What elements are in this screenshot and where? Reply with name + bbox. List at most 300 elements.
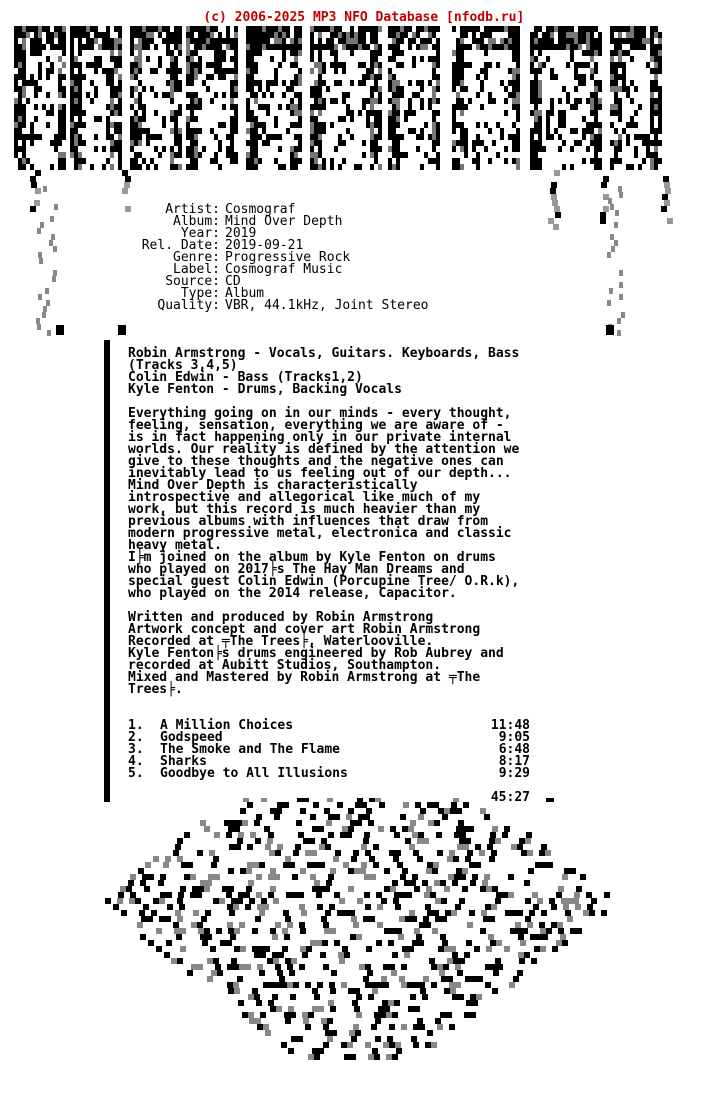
- frame-left-block: [104, 358, 110, 364]
- logo-block: [246, 116, 250, 122]
- ornament-block: [389, 850, 395, 856]
- logo-block: [110, 80, 114, 86]
- logo-block: [142, 44, 146, 50]
- logo-block: [428, 26, 432, 32]
- ornament-block: [300, 928, 306, 934]
- ornament-block: [395, 850, 401, 856]
- logo-block: [574, 86, 578, 92]
- logo-block: [358, 38, 362, 44]
- logo-block: [342, 38, 346, 44]
- logo-block: [310, 116, 314, 122]
- logo-block: [630, 44, 634, 50]
- frame-left-block: [104, 712, 110, 718]
- logo-block: [614, 140, 618, 146]
- ornament-block: [541, 910, 547, 916]
- logo-block: [278, 32, 282, 38]
- logo-block: [358, 44, 362, 50]
- logo-block: [178, 68, 182, 74]
- ornament-block: [303, 838, 309, 844]
- logo-block: [512, 38, 516, 44]
- logo-block: [594, 152, 598, 158]
- frame-right-block: [621, 312, 625, 318]
- ornament-block: [256, 874, 262, 880]
- ornament-block: [200, 820, 206, 826]
- ornament-block: [475, 844, 481, 850]
- logo-block: [190, 26, 194, 32]
- logo-block: [534, 104, 538, 110]
- track-number: 5.: [128, 766, 144, 781]
- logo-block: [578, 38, 582, 44]
- ornament-block: [348, 808, 354, 814]
- logo-block: [338, 32, 342, 38]
- logo-block: [530, 158, 534, 164]
- ornament-block: [450, 988, 456, 994]
- logo-drip-block: [554, 206, 560, 212]
- track-duration: 6:48: [498, 742, 530, 757]
- logo-block: [250, 122, 254, 128]
- ornament-block: [384, 928, 390, 934]
- logo-block: [170, 68, 174, 74]
- ornament-block: [323, 964, 329, 970]
- ornament-block: [235, 844, 241, 850]
- logo-block: [190, 98, 194, 104]
- logo-block: [314, 158, 318, 164]
- logo-block: [22, 44, 26, 50]
- logo-block: [34, 26, 38, 32]
- logo-block: [508, 92, 512, 98]
- ornament-block: [435, 916, 441, 922]
- copyright-banner[interactable]: [0, 0, 712, 24]
- logo-block: [118, 92, 122, 98]
- logo-block: [146, 56, 150, 62]
- logo-block: [512, 74, 516, 80]
- ornament-block: [180, 928, 186, 934]
- logo-block: [30, 26, 34, 32]
- logo-block: [178, 146, 182, 152]
- ornament-block: [302, 1012, 308, 1018]
- ornament-block: [402, 826, 408, 832]
- logo-block: [98, 44, 102, 50]
- logo-block: [194, 140, 198, 146]
- ornament-block: [252, 928, 258, 934]
- logo-block: [392, 134, 396, 140]
- logo-block: [512, 32, 516, 38]
- logo-block: [322, 44, 326, 50]
- logo-block: [130, 104, 134, 110]
- logo-block: [222, 68, 226, 74]
- logo-block: [436, 158, 440, 164]
- credits-line: modern progressive metal, electronica and classic: [128, 526, 512, 541]
- ornament-block: [449, 982, 455, 988]
- logo-block: [550, 38, 554, 44]
- logo-block: [586, 38, 590, 44]
- logo-block: [146, 32, 150, 38]
- ornament-block: [240, 808, 246, 814]
- logo-block: [362, 80, 366, 86]
- logo-block: [22, 74, 26, 80]
- logo-block: [34, 104, 38, 110]
- ornament-block: [364, 892, 370, 898]
- ornament-block: [406, 892, 412, 898]
- logo-block: [464, 44, 468, 50]
- logo-block: [174, 122, 178, 128]
- ornament-block: [530, 934, 536, 940]
- ornament-block: [245, 964, 251, 970]
- track-title: Sharks: [160, 754, 207, 769]
- logo-block: [546, 110, 550, 116]
- logo-block: [94, 116, 98, 122]
- ornament-block: [570, 868, 576, 874]
- ornament-block: [471, 976, 477, 982]
- logo-block: [590, 68, 594, 74]
- ornament-block: [286, 892, 292, 898]
- logo-block: [378, 92, 382, 98]
- logo-block: [38, 26, 42, 32]
- logo-block: [62, 38, 66, 44]
- logo-block: [452, 158, 456, 164]
- ornament-block: [257, 1024, 263, 1030]
- ornament-block: [319, 862, 325, 868]
- logo-block: [550, 26, 554, 32]
- logo-block: [558, 146, 562, 152]
- ornament-block: [458, 994, 464, 1000]
- logo-block: [570, 44, 574, 50]
- logo-block: [366, 44, 370, 50]
- logo-block: [118, 74, 122, 80]
- logo-block: [170, 146, 174, 152]
- ornament-block: [470, 994, 476, 1000]
- ornament-block: [318, 1048, 324, 1054]
- ornament-block: [147, 916, 153, 922]
- ornament-block: [193, 910, 199, 916]
- frame-left-block: [104, 778, 110, 784]
- logo-block: [178, 86, 182, 92]
- logo-block: [408, 98, 412, 104]
- logo-block: [314, 44, 318, 50]
- logo-block: [198, 26, 202, 32]
- ornament-block: [284, 1012, 290, 1018]
- logo-block: [166, 44, 170, 50]
- logo-block: [530, 164, 534, 170]
- logo-block: [234, 152, 238, 158]
- logo-block: [250, 140, 254, 146]
- logo-block: [250, 38, 254, 44]
- logo-block: [186, 32, 190, 38]
- logo-block: [460, 164, 464, 170]
- logo-block: [78, 80, 82, 86]
- ornament-block: [430, 892, 436, 898]
- ornament-block: [135, 898, 141, 904]
- logo-block: [310, 32, 314, 38]
- logo-block: [74, 56, 78, 62]
- logo-block: [504, 86, 508, 92]
- logo-block: [190, 128, 194, 134]
- logo-block: [460, 146, 464, 152]
- credits-line: heavy metal.: [128, 538, 222, 553]
- logo-block: [642, 158, 646, 164]
- ornament-block: [551, 922, 557, 928]
- logo-block: [468, 26, 472, 32]
- logo-block: [246, 80, 250, 86]
- logo-block: [318, 26, 322, 32]
- logo-block: [130, 146, 134, 152]
- logo-block: [388, 164, 392, 170]
- logo-block: [214, 56, 218, 62]
- frame-left-block: [104, 688, 110, 694]
- logo-block: [58, 134, 62, 140]
- logo-block: [658, 140, 662, 146]
- logo-block: [630, 38, 634, 44]
- logo-block: [118, 164, 122, 170]
- logo-block: [496, 122, 500, 128]
- ornament-block: [279, 976, 285, 982]
- ornament-block: [105, 898, 111, 904]
- logo-block: [654, 80, 658, 86]
- ornament-block: [484, 814, 490, 820]
- logo-block: [90, 62, 94, 68]
- logo-block: [198, 44, 202, 50]
- logo-block: [530, 152, 534, 158]
- logo-block: [392, 140, 396, 146]
- ornament-block: [365, 904, 371, 910]
- logo-drip-block: [663, 176, 669, 182]
- logo-block: [134, 98, 138, 104]
- ornament-block: [238, 892, 244, 898]
- logo-block: [424, 122, 428, 128]
- ornament-block: [321, 838, 327, 844]
- logo-block: [246, 128, 250, 134]
- logo-block: [516, 62, 520, 68]
- ornament-block: [373, 862, 379, 868]
- logo-block: [250, 68, 254, 74]
- logo-block: [480, 38, 484, 44]
- logo-block: [250, 26, 254, 32]
- logo-block: [456, 74, 460, 80]
- ornament-block: [247, 844, 253, 850]
- logo-block: [262, 32, 266, 38]
- logo-block: [598, 104, 602, 110]
- logo-block: [436, 74, 440, 80]
- logo-block: [452, 62, 456, 68]
- logo-block: [396, 164, 400, 170]
- ornament-block: [384, 1006, 390, 1012]
- logo-block: [310, 110, 314, 116]
- logo-block: [354, 38, 358, 44]
- logo-block: [310, 86, 314, 92]
- ornament-block: [206, 934, 212, 940]
- ornament-block: [118, 892, 124, 898]
- logo-block: [334, 50, 338, 56]
- ornament-block: [358, 814, 364, 820]
- logo-block: [338, 26, 342, 32]
- logo-block: [298, 122, 302, 128]
- ornament-block: [338, 952, 344, 958]
- logo-block: [194, 38, 198, 44]
- logo-block: [70, 122, 74, 128]
- frame-left-block: [104, 766, 110, 772]
- logo-block: [110, 140, 114, 146]
- ornament-block: [181, 862, 187, 868]
- ornament-block: [323, 1042, 329, 1048]
- logo-block: [358, 32, 362, 38]
- ornament-block: [565, 910, 571, 916]
- ornament-block: [274, 814, 280, 820]
- ornament-block: [508, 892, 514, 898]
- logo-block: [150, 158, 154, 164]
- ornament-block: [310, 814, 316, 820]
- ornament-block: [285, 916, 291, 922]
- frame-left-block: [104, 490, 110, 496]
- logo-block: [18, 164, 22, 170]
- logo-block: [610, 158, 614, 164]
- ornament-block: [470, 1012, 476, 1018]
- logo-block: [508, 134, 512, 140]
- logo-block: [130, 158, 134, 164]
- logo-block: [374, 116, 378, 122]
- ornament-block: [388, 1000, 394, 1006]
- track-duration: 9:29: [498, 766, 530, 781]
- logo-block: [634, 38, 638, 44]
- logo-block: [170, 56, 174, 62]
- logo-block: [488, 32, 492, 38]
- ornament-block: [278, 952, 284, 958]
- logo-block: [50, 44, 54, 50]
- logo-block: [82, 122, 86, 128]
- logo-block: [118, 122, 122, 128]
- logo-block: [210, 74, 214, 80]
- logo-block: [230, 158, 234, 164]
- ornament-block: [369, 916, 375, 922]
- credits-line: Kyle Fenton╞s drums engineered by Rob Aubrey and: [128, 646, 504, 661]
- logo-block: [90, 164, 94, 170]
- ornament-block: [488, 934, 494, 940]
- logo-block: [18, 44, 22, 50]
- ornament-block: [263, 904, 269, 910]
- logo-block: [630, 80, 634, 86]
- logo-block: [282, 50, 286, 56]
- ornament-block: [479, 850, 485, 856]
- logo-block: [154, 92, 158, 98]
- frame-left-block: [104, 736, 110, 742]
- ornament-block: [467, 850, 473, 856]
- logo-drip-block: [551, 194, 557, 200]
- logo-block: [18, 158, 22, 164]
- logo-block: [392, 44, 396, 50]
- ornament-block: [324, 886, 330, 892]
- logo-block: [638, 44, 642, 50]
- ornament-block: [425, 922, 431, 928]
- logo-block: [166, 32, 170, 38]
- logo-block: [130, 128, 134, 134]
- ornament-block: [376, 892, 382, 898]
- logo-block: [338, 38, 342, 44]
- logo-block: [106, 38, 110, 44]
- logo-block: [234, 26, 238, 32]
- logo-block: [618, 62, 622, 68]
- ornament-block: [298, 832, 304, 838]
- ornament-block: [511, 910, 517, 916]
- ornament-block: [353, 1024, 359, 1030]
- logo-block: [146, 38, 150, 44]
- logo-block: [14, 110, 18, 116]
- logo-block: [534, 152, 538, 158]
- logo-block: [110, 68, 114, 74]
- logo-block: [472, 26, 476, 32]
- logo-block: [638, 104, 642, 110]
- logo-block: [274, 26, 278, 32]
- logo-block: [70, 38, 74, 44]
- ornament-block: [270, 868, 276, 874]
- ornament-block: [293, 850, 299, 856]
- logo-block: [158, 62, 162, 68]
- ornament-block: [300, 868, 306, 874]
- logo-block: [598, 80, 602, 86]
- logo-block: [534, 38, 538, 44]
- logo-block: [94, 62, 98, 68]
- ornament-block: [522, 928, 528, 934]
- logo-block: [562, 122, 566, 128]
- logo-block: [452, 146, 456, 152]
- logo-block: [194, 116, 198, 122]
- ornament-block: [552, 946, 558, 952]
- logo-block: [538, 158, 542, 164]
- logo-block: [18, 50, 22, 56]
- ornament-block: [398, 934, 404, 940]
- logo-block: [170, 38, 174, 44]
- logo-block: [392, 86, 396, 92]
- logo-block: [154, 164, 158, 170]
- logo-block: [538, 116, 542, 122]
- logo-block: [480, 68, 484, 74]
- ornament-block: [359, 964, 365, 970]
- logo-block: [436, 62, 440, 68]
- logo-block: [134, 122, 138, 128]
- copyright-link[interactable]: (c) 2006-2025 MP3 NFO Database [nfodb.ru]: [203, 10, 525, 25]
- ornament-block: [405, 916, 411, 922]
- logo-block: [590, 158, 594, 164]
- logo-block: [614, 146, 618, 152]
- logo-block: [166, 68, 170, 74]
- ornament-block: [175, 910, 181, 916]
- credits-line: special guest Colin Edwin (Porcupine Tree/ O.R.k),: [128, 574, 520, 589]
- logo-block: [598, 134, 602, 140]
- logo-block: [424, 152, 428, 158]
- logo-block: [170, 152, 174, 158]
- logo-block: [646, 140, 650, 146]
- ornament-block: [472, 1000, 478, 1006]
- logo-block: [412, 62, 416, 68]
- logo-block: [186, 62, 190, 68]
- logo-block: [166, 92, 170, 98]
- logo-block: [246, 86, 250, 92]
- ornament-block: [394, 832, 400, 838]
- ornament-block: [432, 928, 438, 934]
- logo-block: [114, 86, 118, 92]
- logo-block: [610, 80, 614, 86]
- ornament-block: [418, 940, 424, 946]
- ornament-block: [228, 868, 234, 874]
- ornament-block: [190, 892, 196, 898]
- ornament-block: [323, 922, 329, 928]
- ornament-block: [464, 952, 470, 958]
- logo-block: [30, 44, 34, 50]
- logo-block: [246, 74, 250, 80]
- logo-block: [610, 32, 614, 38]
- ornament-block: [160, 892, 166, 898]
- logo-block: [484, 68, 488, 74]
- ornament-block: [390, 886, 396, 892]
- logo-block: [78, 32, 82, 38]
